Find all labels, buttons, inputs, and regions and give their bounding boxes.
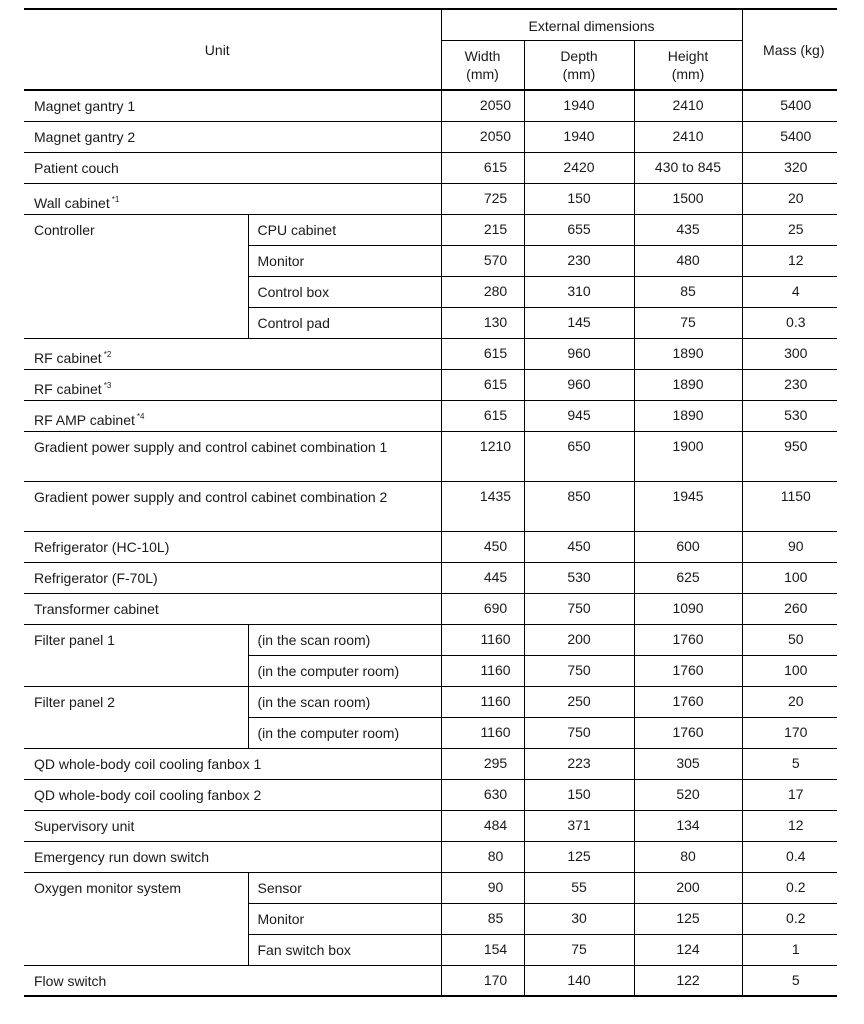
table-row bbox=[24, 183, 837, 214]
unit-name-cell bbox=[24, 121, 441, 152]
width-value: 90 bbox=[441, 872, 524, 903]
unit-name: Gradient power supply and control cabinet combination 1 bbox=[34, 438, 388, 455]
width-value: 280 bbox=[441, 276, 524, 307]
unit-name: QD whole-body coil cooling fanbox 1 bbox=[34, 755, 262, 772]
footnote-marker: *2 bbox=[103, 349, 112, 359]
unit-name: Refrigerator (F-70L) bbox=[34, 569, 158, 586]
sub-unit-name: (in the scan room) bbox=[248, 686, 441, 717]
unit-name-cell bbox=[24, 90, 441, 121]
width-value: 1160 bbox=[441, 655, 524, 686]
unit-name: Patient couch bbox=[34, 159, 119, 176]
height-value: 1090 bbox=[634, 593, 742, 624]
width-value: 295 bbox=[441, 748, 524, 779]
mass-value: 260 bbox=[742, 593, 837, 624]
unit-name-cell bbox=[24, 431, 441, 481]
unit-name-cell bbox=[24, 562, 441, 593]
width-value: 170 bbox=[441, 965, 524, 996]
width-value: 1160 bbox=[441, 624, 524, 655]
sub-unit-name: (in the computer room) bbox=[248, 717, 441, 748]
height-value: 124 bbox=[634, 934, 742, 965]
unit-name-cell bbox=[24, 214, 248, 338]
width-value: 154 bbox=[441, 934, 524, 965]
mass-value: 20 bbox=[742, 686, 837, 717]
depth-value: 750 bbox=[524, 655, 634, 686]
table-row bbox=[24, 593, 837, 624]
unit-name: Oxygen monitor system bbox=[34, 879, 182, 896]
table-row bbox=[24, 400, 837, 431]
mass-value: 100 bbox=[742, 562, 837, 593]
sub-unit-name: Control pad bbox=[248, 307, 441, 338]
table-row bbox=[24, 431, 837, 481]
height-value: 1900 bbox=[634, 431, 742, 481]
depth-value: 530 bbox=[524, 562, 634, 593]
height-value: 85 bbox=[634, 276, 742, 307]
height-value: 1760 bbox=[634, 624, 742, 655]
width-value: 484 bbox=[441, 810, 524, 841]
unit-name: Emergency run down switch bbox=[34, 848, 210, 865]
depth-value: 150 bbox=[524, 183, 634, 214]
height-value: 1500 bbox=[634, 183, 742, 214]
table-row bbox=[24, 624, 837, 655]
table-row bbox=[24, 965, 837, 996]
table-row bbox=[24, 872, 837, 903]
depth-value: 125 bbox=[524, 841, 634, 872]
mass-value: 25 bbox=[742, 214, 837, 245]
sub-unit-name: (in the scan room) bbox=[248, 624, 441, 655]
unit-name: RF cabinet bbox=[34, 380, 102, 397]
height-value: 305 bbox=[634, 748, 742, 779]
depth-value: 30 bbox=[524, 903, 634, 934]
unit-name: QD whole-body coil cooling fanbox 2 bbox=[34, 786, 262, 803]
unit-name: Wall cabinet bbox=[34, 194, 110, 211]
unit-name-cell bbox=[24, 481, 441, 531]
sub-unit-name: Monitor bbox=[248, 245, 441, 276]
unit-name-cell bbox=[24, 965, 441, 996]
depth-value: 1940 bbox=[524, 121, 634, 152]
mass-value: 0.2 bbox=[742, 903, 837, 934]
mass-value: 1 bbox=[742, 934, 837, 965]
unit-name: Controller bbox=[34, 221, 95, 238]
table-row bbox=[24, 214, 837, 245]
height-value: 80 bbox=[634, 841, 742, 872]
unit-name: Filter panel 2 bbox=[34, 693, 115, 710]
width-value: 1210 bbox=[441, 431, 524, 481]
depth-value: 850 bbox=[524, 481, 634, 531]
table-row bbox=[24, 841, 837, 872]
unit-name-cell bbox=[24, 686, 248, 748]
width-value: 570 bbox=[441, 245, 524, 276]
unit-name: Filter panel 1 bbox=[34, 631, 115, 648]
sub-unit-name: Monitor bbox=[248, 903, 441, 934]
depth-value: 200 bbox=[524, 624, 634, 655]
table-row bbox=[24, 369, 837, 400]
unit-name: Gradient power supply and control cabinet combination 2 bbox=[34, 488, 388, 505]
width-value: 445 bbox=[441, 562, 524, 593]
footnote-marker: *4 bbox=[136, 411, 145, 421]
mass-value: 300 bbox=[742, 338, 837, 369]
header-unit: Unit bbox=[24, 9, 441, 90]
depth-value: 960 bbox=[524, 369, 634, 400]
height-value: 600 bbox=[634, 531, 742, 562]
unit-name-cell bbox=[24, 624, 248, 686]
width-value: 615 bbox=[441, 369, 524, 400]
mass-value: 0.3 bbox=[742, 307, 837, 338]
unit-name-cell bbox=[24, 748, 441, 779]
height-value: 1890 bbox=[634, 338, 742, 369]
width-value: 1160 bbox=[441, 686, 524, 717]
height-value: 2410 bbox=[634, 90, 742, 121]
mass-value: 5 bbox=[742, 748, 837, 779]
mass-value: 20 bbox=[742, 183, 837, 214]
width-value: 85 bbox=[441, 903, 524, 934]
mass-value: 230 bbox=[742, 369, 837, 400]
sub-unit-name: Control box bbox=[248, 276, 441, 307]
mass-value: 950 bbox=[742, 431, 837, 481]
unit-name-cell bbox=[24, 872, 248, 965]
header-height: Height (mm) bbox=[634, 40, 742, 90]
height-value: 125 bbox=[634, 903, 742, 934]
depth-value: 145 bbox=[524, 307, 634, 338]
depth-value: 371 bbox=[524, 810, 634, 841]
mass-value: 0.2 bbox=[742, 872, 837, 903]
height-value: 134 bbox=[634, 810, 742, 841]
header-mass: Mass (kg) bbox=[742, 9, 837, 90]
height-value: 200 bbox=[634, 872, 742, 903]
table-row bbox=[24, 90, 837, 121]
mass-value: 1150 bbox=[742, 481, 837, 531]
mass-value: 5400 bbox=[742, 121, 837, 152]
unit-name: Magnet gantry 2 bbox=[34, 128, 136, 145]
unit-name-cell bbox=[24, 841, 441, 872]
mass-value: 0.4 bbox=[742, 841, 837, 872]
mass-value: 5 bbox=[742, 965, 837, 996]
table-row bbox=[24, 531, 837, 562]
width-value: 725 bbox=[441, 183, 524, 214]
sub-unit-name: (in the computer room) bbox=[248, 655, 441, 686]
width-value: 615 bbox=[441, 152, 524, 183]
unit-name: Flow switch bbox=[34, 972, 107, 989]
height-value: 1760 bbox=[634, 686, 742, 717]
depth-value: 250 bbox=[524, 686, 634, 717]
width-value: 630 bbox=[441, 779, 524, 810]
table-row bbox=[24, 748, 837, 779]
mass-value: 50 bbox=[742, 624, 837, 655]
unit-name: Transformer cabinet bbox=[34, 600, 159, 617]
dimensions-table bbox=[24, 8, 837, 997]
mass-value: 100 bbox=[742, 655, 837, 686]
depth-value: 230 bbox=[524, 245, 634, 276]
width-value: 215 bbox=[441, 214, 524, 245]
sub-unit-name: CPU cabinet bbox=[248, 214, 441, 245]
height-value: 430 to 845 bbox=[634, 152, 742, 183]
height-value: 480 bbox=[634, 245, 742, 276]
height-value: 1760 bbox=[634, 717, 742, 748]
table-body bbox=[24, 90, 837, 996]
header-width: Width (mm) bbox=[441, 40, 524, 90]
width-value: 130 bbox=[441, 307, 524, 338]
depth-value: 75 bbox=[524, 934, 634, 965]
width-value: 690 bbox=[441, 593, 524, 624]
height-value: 625 bbox=[634, 562, 742, 593]
mass-value: 12 bbox=[742, 245, 837, 276]
unit-name-cell bbox=[24, 810, 441, 841]
height-value: 435 bbox=[634, 214, 742, 245]
unit-name-cell bbox=[24, 593, 441, 624]
footnote-marker: *1 bbox=[111, 194, 120, 204]
table-row bbox=[24, 481, 837, 531]
depth-value: 960 bbox=[524, 338, 634, 369]
depth-value: 310 bbox=[524, 276, 634, 307]
unit-name-cell bbox=[24, 338, 441, 369]
depth-value: 945 bbox=[524, 400, 634, 431]
width-value: 2050 bbox=[441, 90, 524, 121]
height-value: 75 bbox=[634, 307, 742, 338]
depth-value: 223 bbox=[524, 748, 634, 779]
mass-value: 17 bbox=[742, 779, 837, 810]
width-value: 80 bbox=[441, 841, 524, 872]
height-value: 2410 bbox=[634, 121, 742, 152]
width-value: 615 bbox=[441, 400, 524, 431]
mass-value: 5400 bbox=[742, 90, 837, 121]
unit-name: RF AMP cabinet bbox=[34, 411, 135, 428]
mass-value: 170 bbox=[742, 717, 837, 748]
height-value: 1890 bbox=[634, 400, 742, 431]
unit-name-cell bbox=[24, 369, 441, 400]
depth-value: 1940 bbox=[524, 90, 634, 121]
table-row bbox=[24, 779, 837, 810]
unit-name-cell bbox=[24, 779, 441, 810]
width-value: 2050 bbox=[441, 121, 524, 152]
table-row bbox=[24, 810, 837, 841]
unit-name-cell bbox=[24, 152, 441, 183]
mass-value: 530 bbox=[742, 400, 837, 431]
header-external-dimensions: External dimensions bbox=[441, 9, 742, 40]
header-depth: Depth (mm) bbox=[524, 40, 634, 90]
depth-value: 450 bbox=[524, 531, 634, 562]
width-value: 1160 bbox=[441, 717, 524, 748]
height-value: 122 bbox=[634, 965, 742, 996]
table-row bbox=[24, 562, 837, 593]
mass-value: 4 bbox=[742, 276, 837, 307]
width-value: 450 bbox=[441, 531, 524, 562]
table-row bbox=[24, 121, 837, 152]
mass-value: 320 bbox=[742, 152, 837, 183]
depth-value: 655 bbox=[524, 214, 634, 245]
width-value: 615 bbox=[441, 338, 524, 369]
mass-value: 12 bbox=[742, 810, 837, 841]
table-row bbox=[24, 686, 837, 717]
height-value: 1760 bbox=[634, 655, 742, 686]
mass-value: 90 bbox=[742, 531, 837, 562]
depth-value: 55 bbox=[524, 872, 634, 903]
unit-name: Refrigerator (HC-10L) bbox=[34, 538, 170, 555]
table-row bbox=[24, 152, 837, 183]
depth-value: 2420 bbox=[524, 152, 634, 183]
unit-name: RF cabinet bbox=[34, 349, 102, 366]
unit-name: Supervisory unit bbox=[34, 817, 135, 834]
unit-name: Magnet gantry 1 bbox=[34, 98, 136, 114]
unit-name-cell bbox=[24, 183, 441, 214]
footnote-marker: *3 bbox=[103, 380, 112, 390]
height-value: 1945 bbox=[634, 481, 742, 531]
height-value: 1890 bbox=[634, 369, 742, 400]
depth-value: 150 bbox=[524, 779, 634, 810]
width-value: 1435 bbox=[441, 481, 524, 531]
unit-name-cell bbox=[24, 400, 441, 431]
depth-value: 750 bbox=[524, 717, 634, 748]
depth-value: 650 bbox=[524, 431, 634, 481]
table-row bbox=[24, 338, 837, 369]
sub-unit-name: Fan switch box bbox=[248, 934, 441, 965]
unit-name-cell bbox=[24, 531, 441, 562]
height-value: 520 bbox=[634, 779, 742, 810]
depth-value: 750 bbox=[524, 593, 634, 624]
sub-unit-name: Sensor bbox=[248, 872, 441, 903]
depth-value: 140 bbox=[524, 965, 634, 996]
